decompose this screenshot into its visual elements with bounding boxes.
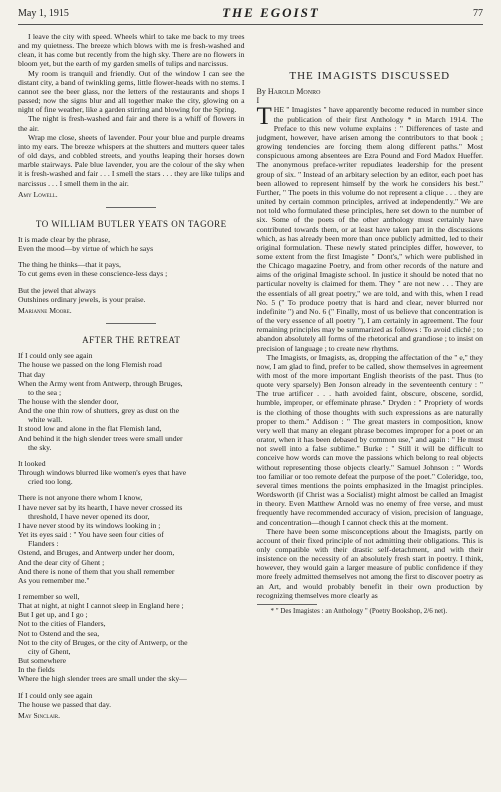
verse-line: And there is none of them that you shall remember (18, 566, 175, 576)
verse-line: Ostend, and Bruges, and Antwerp under her doom, (18, 548, 175, 558)
prose-paragraph: The night is fresh-washed and fair and there is a whiff of flowers in the air. (18, 114, 245, 133)
byline-by: By (256, 87, 266, 97)
verse-line: The house we passed that day. (18, 699, 112, 709)
verse-line: To cut gems even in these conscience-less days ; (18, 269, 168, 279)
verse-line: If I could only see again (18, 690, 93, 700)
verse-line: As you remember me." (18, 575, 90, 585)
verse-line: That at night, at night I cannot sleep in England here ; (18, 601, 184, 611)
verse-line: The house we passed on the long Flemish road (18, 360, 162, 370)
verse-line: But somewhere (18, 656, 67, 666)
verse-line: And the dear city of Ghent ; (18, 557, 105, 567)
verse-line: Not to the cities of Flanders, (18, 619, 106, 629)
verse-line: to the sea ; (28, 387, 62, 397)
verse-line: Outshines ordinary jewels, is your praise. (18, 294, 146, 304)
verse-line: If I could only see again (18, 351, 93, 361)
verse-line: cried too long. (28, 477, 73, 487)
left-column (18, 32, 245, 720)
verse-line: threshold, I have never opened its door, (28, 511, 150, 521)
page-number: 77 (473, 7, 483, 19)
issue-date: May 1, 1915 (18, 7, 69, 19)
journal-title: THE EGOIST (222, 5, 320, 20)
article-paragraph: There have been some misconceptions about the Imagists, partly on account of their fixed principle of not admitting their obligations. This is only compatible with their drastic self-detachment, and with their insistence on the necessity of an absolutely fresh start in poetry. I think, however, they would gain a larger measure of public confidence if they more freely admitted themselves not among the first to discover poetry as an Art, and would probably benefit in their own production by recognizing themselves more clearly as (256, 526, 484, 600)
article-paragraph: THE " Imagistes " have apparently become reduced in number since the publication of their first Anthology * in March 1914. The Preface to this new volume explains : " Differences of taste and judgment, however, have arisen among the contributors to that book ; growing tendencies are forcing them along different paths." Most conspicuous among absentees are Ezra Pound and Ford Madox Hueffer. The anonymous preface-writer repudiates leadership for the present group of six. " Instead of an arbitary selection by an editor, each poet has been allowed to represent himself by the work he considers his best." Further, " The poets in this volume do not represent a clique . . . they are united by certain common principles, arrived at independently." We are not told who formulated these principles, here set down to the number of six. Some of the poets of the other anthology must certainly have contributed towards them, or at least have taken part in the discussions which, as has already been more than once publicly admitted, led to their original formulation. These newly stated principles differ, however, to some extent from the first Imagiste " Dont's," which were published in the Chicago magazine Poetry, and from other records of the nature and aims of the original Imagiste school. In justice it should be noted that no particular novelty is claimed for them. They " are not new . . . They are the essentials of all great poetry," we are told, and with this, when I read No. 5 (" To produce poetry that is hard and clear, never blurred nor indefinite ") and No. 6 (" Finally, most of us believe that concentration is of the very essence of all poetry "), I am certainly in agreement. The four remaining principles may be summarized as follows : To avoid cliché ; to abandon absolutely all forms of the rhetorical and grandiose ; to insist on precision of language ; to create new rhythms. (256, 103, 483, 353)
verse-line: In the fields (18, 665, 55, 675)
verse-line: Even the mood—by virtue of which he says (18, 244, 154, 254)
verse-line: Yet its eyes said : " You have seen four cities of (18, 530, 164, 540)
prose-paragraph: I leave the city with speed. Wheels whirl to take me back to my trees and my quietness. The breeze which blows with me is fresh-washed and clean, it has come but recently from the high sky. There are no flowers in bloom yet, but the earth of my garden smells of tulips and narcissus. (18, 32, 245, 69)
byline (257, 87, 484, 96)
verse-line: Where the high slender trees are small under the sky— (18, 674, 187, 684)
drop-cap: T (256, 103, 272, 131)
article-heading: THE IMAGISTS DISCUSSED (289, 70, 451, 82)
verse-line: It is made clear by the phrase, (18, 234, 110, 244)
section-number: I (256, 96, 260, 106)
divider (106, 323, 156, 324)
verse-line: Flanders : (28, 539, 59, 549)
verse-line: It looked (18, 458, 46, 468)
verse-line: the sky. (28, 442, 52, 452)
verse-line: I remember so well, (18, 591, 80, 601)
verse-line: That day (18, 369, 46, 379)
verse-line: It stood low and alone in the flat Flemish land, (18, 424, 162, 434)
verse-line: Not to Ostend and the sea, (18, 628, 100, 638)
running-header (18, 2, 483, 25)
prose-paragraph: My room is tranquil and friendly. Out of the window I can see the distant city, a band of twinkling gems, little flower-heads with no stems. I cannot see the beer glass, nor the letters of the restaurants and shops I passed; now the signs blur and all together make the city, glowing on a night of fine weather, like a garden stirring and blowing for the Spring. (18, 68, 245, 115)
verse-line: white wall. (28, 415, 63, 425)
poem-after-the-retreat (18, 351, 245, 709)
divider (106, 207, 156, 208)
right-column (257, 32, 484, 720)
prose-paragraph: Wrap me close, sheets of lavender. Pour your blue and purple dreams into my ears. The breeze whispers at the shutters and mutters queer tales of old days, and cobbled streets, and youths leaping their horses down marble stairways. Pale blue lavender, you are the colour of the sky when it is fresh-washed and fair . . . I smell the stars . . . they are like tulips and narcissus . . . I smell them in the air. (18, 132, 245, 188)
verse-line: The thing he thinks—that it pays, (18, 260, 121, 270)
verse-line: And behind it the high slender trees were small under (18, 433, 183, 443)
verse-line: But I get up, and I go ; (18, 610, 88, 620)
footnote-rule (257, 604, 317, 605)
verse-line: There is not anyone there whom I know, (18, 493, 143, 503)
verse-line: But the jewel that always (18, 285, 96, 295)
verse-line: I have never sat by its hearth, I have never crossed its (18, 502, 183, 512)
signature-marianne-moore: Marianne Moore. (18, 305, 72, 315)
article-paragraph: The Imagists, or Imagists, as, dropping the affectation of the " e," they now, I am glad to find, prefer to be called, show themselves in agreement with most of the more important English theorists of the past. Thus (to quote very sparsely) Ben Jonson already in the seventeenth century : " The true artificer . . . hath avoided faint, obscure, obscene, sordid, humble, improper, or effeminate phrase." Dryden : " Propriety of words is the clothing of those thoughts with such expressions as are naturally proper to them." Addison : " The great masters in composition, know very well that many an elegant phrase becomes improper for a poet or an orator, when it has been debased by common use," and again : " He must not swell into a false sublime." Burke : " Still it will be difficult to conceive how words can move the passions which belong to real objects without representing those objects clearly." Samuel Johnson : " Words too familiar or too remote defeat the purpose of the poet." Coleridge, too, several times mentions the points emphasized in the Imagist principles. Wordsworth (if Christ was a Socialist) might almost be called an Imagist in theory. Even Matthew Arnold was no enemy of free verse, and must frequently have recommended accuracy of vision, precision of language, and concentration—though I cannot check this at the moment. (256, 352, 483, 527)
verse-line: Through windows blurred like women's eyes that have (18, 468, 187, 478)
footnote: * " Des Imagistes : an Anthology " (Poetry Bookshop, 2/6 net). (270, 606, 448, 615)
poem-title-yeats: TO WILLIAM BUTLER YEATS ON TAGORE (35, 218, 227, 229)
verse-line: Not to the city of Bruges, or the city of Antwerp, or the (18, 637, 188, 647)
signature-may-sinclair: May Sinclair. (18, 710, 60, 720)
signature-amy-lowell: Amy Lowell. (18, 189, 58, 199)
verse-line: city of Ghent, (28, 646, 71, 656)
verse-line: When the Army went from Antwerp, through Bruges, (18, 378, 183, 388)
verse-line: And the one thin row of shutters, grey as dust on the (18, 406, 179, 416)
author-name: Harold Monro (267, 87, 321, 97)
verse-line: I have never stood by its windows looking in ; (18, 520, 161, 530)
poem-title-retreat: AFTER THE RETREAT (82, 335, 181, 346)
verse-line: The house with the slender door, (18, 397, 119, 406)
